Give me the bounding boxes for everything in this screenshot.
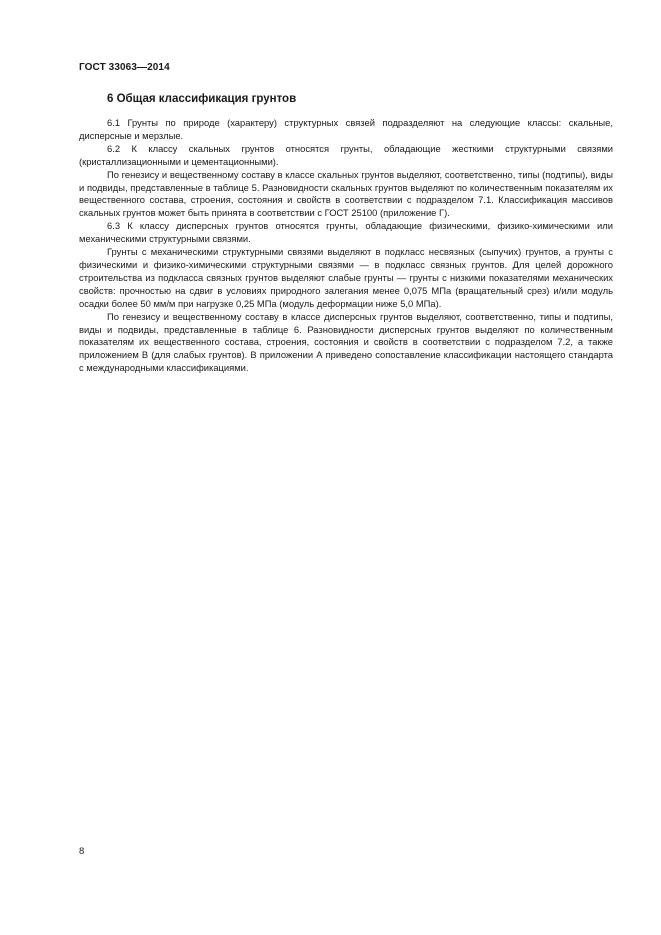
page-number: 8	[79, 846, 85, 857]
document-header: ГОСТ 33063—2014	[79, 62, 170, 73]
section-title: 6 Общая классификация грунтов	[107, 93, 297, 105]
section-body	[79, 117, 613, 375]
paragraph-6-3: 6.3 К классу дисперсных грунтов относятся грунты, обладающие физическими, физико-химическими или механическими структурными связями.	[79, 220, 613, 245]
paragraph-6-2: 6.2 К классу скальных грунтов относятся грунты, обладающие жесткими структурными связями (кристаллизационными и цементационными).	[79, 142, 613, 167]
paragraph-6-1: 6.1 Грунты по природе (характеру) структурных связей подразделяют на следующие классы: скальные, дисперсные и мерзлые.	[79, 117, 613, 141]
paragraph-structural-bonds: Грунты с механическими структурными связями выделяют в подкласс несвязных (сыпучих) грунтов, а грунты с физическими и физико-химическими структурными связями — в подкласс связных грунтов. Для целей дорожного строительства из подкласса связных грунтов выделяют слабые грунты — грунты с низкими показателями механических свойств: прочностью на сдвиг в условиях природного залегания менее 0,075 МПа (вращательный срез) и/или модуль осадки более 50 мм/м при нагрузке 0,25 МПа (модуль деформации ниже 5,0 МПа).	[79, 246, 613, 309]
paragraph-rock-genesis: По генезису и вещественному составу в классе скальных грунтов выделяют, соответственно, типы (подтипы), виды и подвиды, представленные в таблице 5. Разновидности скальных грунтов выделяют по количественным показателям их вещественного состава, строения, состояния и свойств в соответствии с подразделом 7.1. Классификация массивов скальных грунтов может быть принята в соответствии с ГОСТ 25100 (приложение Г).	[79, 168, 613, 219]
paragraph-dispersed-genesis: По генезису и вещественному составу в классе дисперсных грунтов выделяют, соответственно, типы и подтипы, виды и подвиды, представленные в таблице 6. Разновидности дисперсных грунтов выделяют по количественным показателям их вещественного состава, строения, состояния и свойств в соответствии с подразделом 7.2, а также приложением В (для слабых грунтов). В приложении А приведено сопоставление классификации настоящего стандарта с международными классификациями.	[79, 310, 613, 374]
